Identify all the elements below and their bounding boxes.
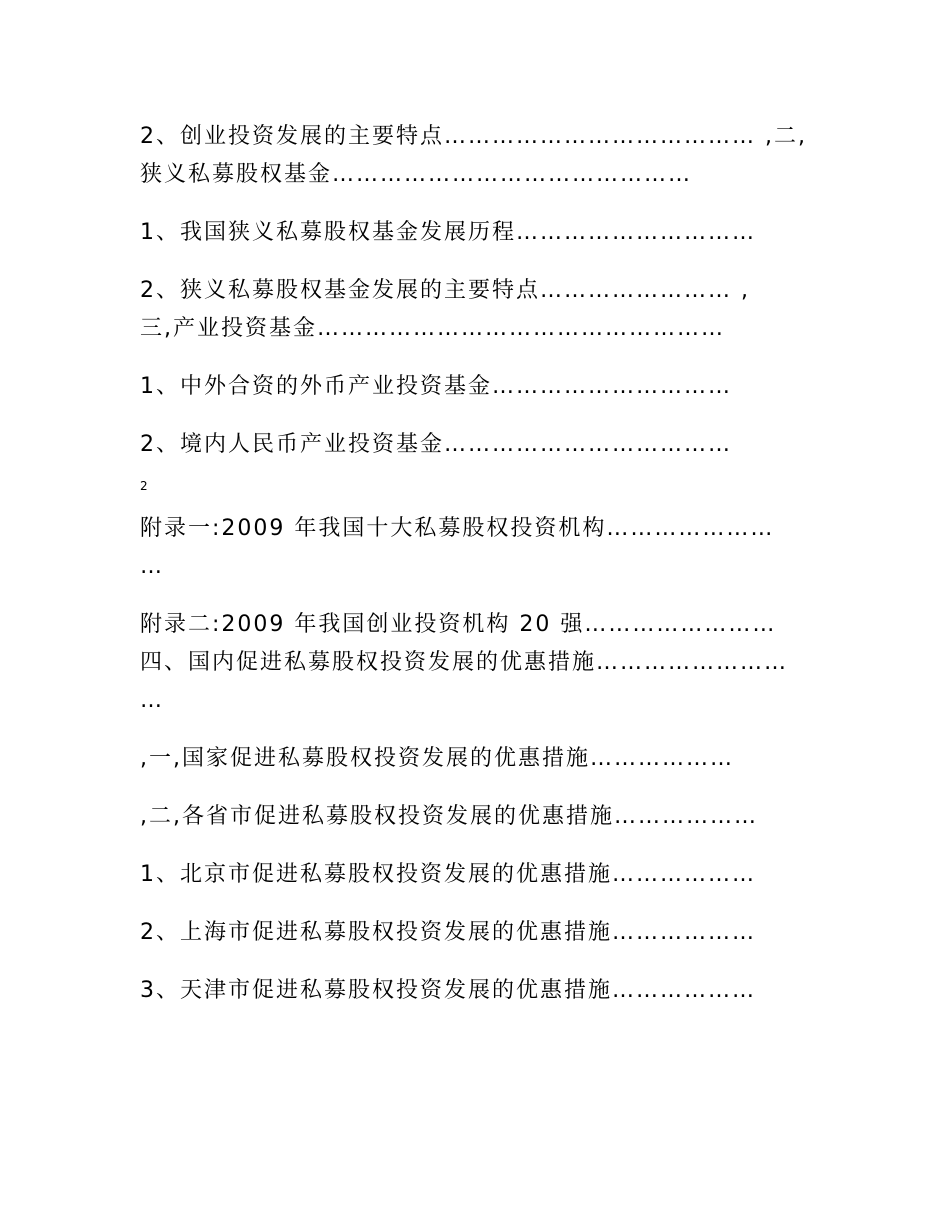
toc-entry: 3、天津市促进私募股权投资发展的优惠措施……………… [140, 978, 756, 1003]
toc-entry: 附录一:2009 年我国十大私募股权投资机构………………… [140, 516, 775, 541]
paragraph-gap [140, 194, 820, 214]
toc-entry: 1、中外合资的外币产业投资基金………………………… [140, 374, 732, 399]
toc-entry: 附录二:2009 年我国创业投资机构 20 强…………………… [140, 612, 777, 637]
toc-entry: … [140, 554, 164, 579]
paragraph-gap [140, 952, 820, 972]
paragraph-gap [140, 252, 820, 272]
toc-entry: 狭义私募股权基金……………………………………… [140, 162, 693, 187]
paragraph-gap [140, 836, 820, 856]
toc-entry: ,二,各省市促进私募股权投资发展的优惠措施……………… [140, 804, 758, 829]
paragraph-gap [140, 894, 820, 914]
table-of-contents [140, 118, 820, 1010]
toc-entry: 1、北京市促进私募股权投资发展的优惠措施……………… [140, 862, 756, 887]
toc-entry: 2、创业投资发展的主要特点………………………………… ,二, [140, 124, 807, 149]
toc-entry: 2、境内人民币产业投资基金……………………………… [140, 432, 732, 457]
paragraph-gap [140, 720, 820, 740]
paragraph-gap [140, 348, 820, 368]
toc-entry: 2、上海市促进私募股权投资发展的优惠措施……………… [140, 920, 756, 945]
toc-entry: 2、狭义私募股权基金发展的主要特点…………………… , [140, 278, 750, 303]
page-number: 2 [140, 479, 148, 493]
paragraph-gap [140, 778, 820, 798]
toc-entry: 四、国内促进私募股权投资发展的优惠措施…………………… [140, 650, 789, 675]
paragraph-gap [140, 406, 820, 426]
toc-entry: … [140, 688, 164, 713]
paragraph-gap [140, 586, 820, 606]
toc-entry: ,一,国家促进私募股权投资发展的优惠措施……………… [140, 746, 734, 771]
toc-entry: 1、我国狭义私募股权基金发展历程………………………… [140, 220, 756, 245]
toc-entry: 三,产业投资基金…………………………………………… [140, 316, 725, 341]
